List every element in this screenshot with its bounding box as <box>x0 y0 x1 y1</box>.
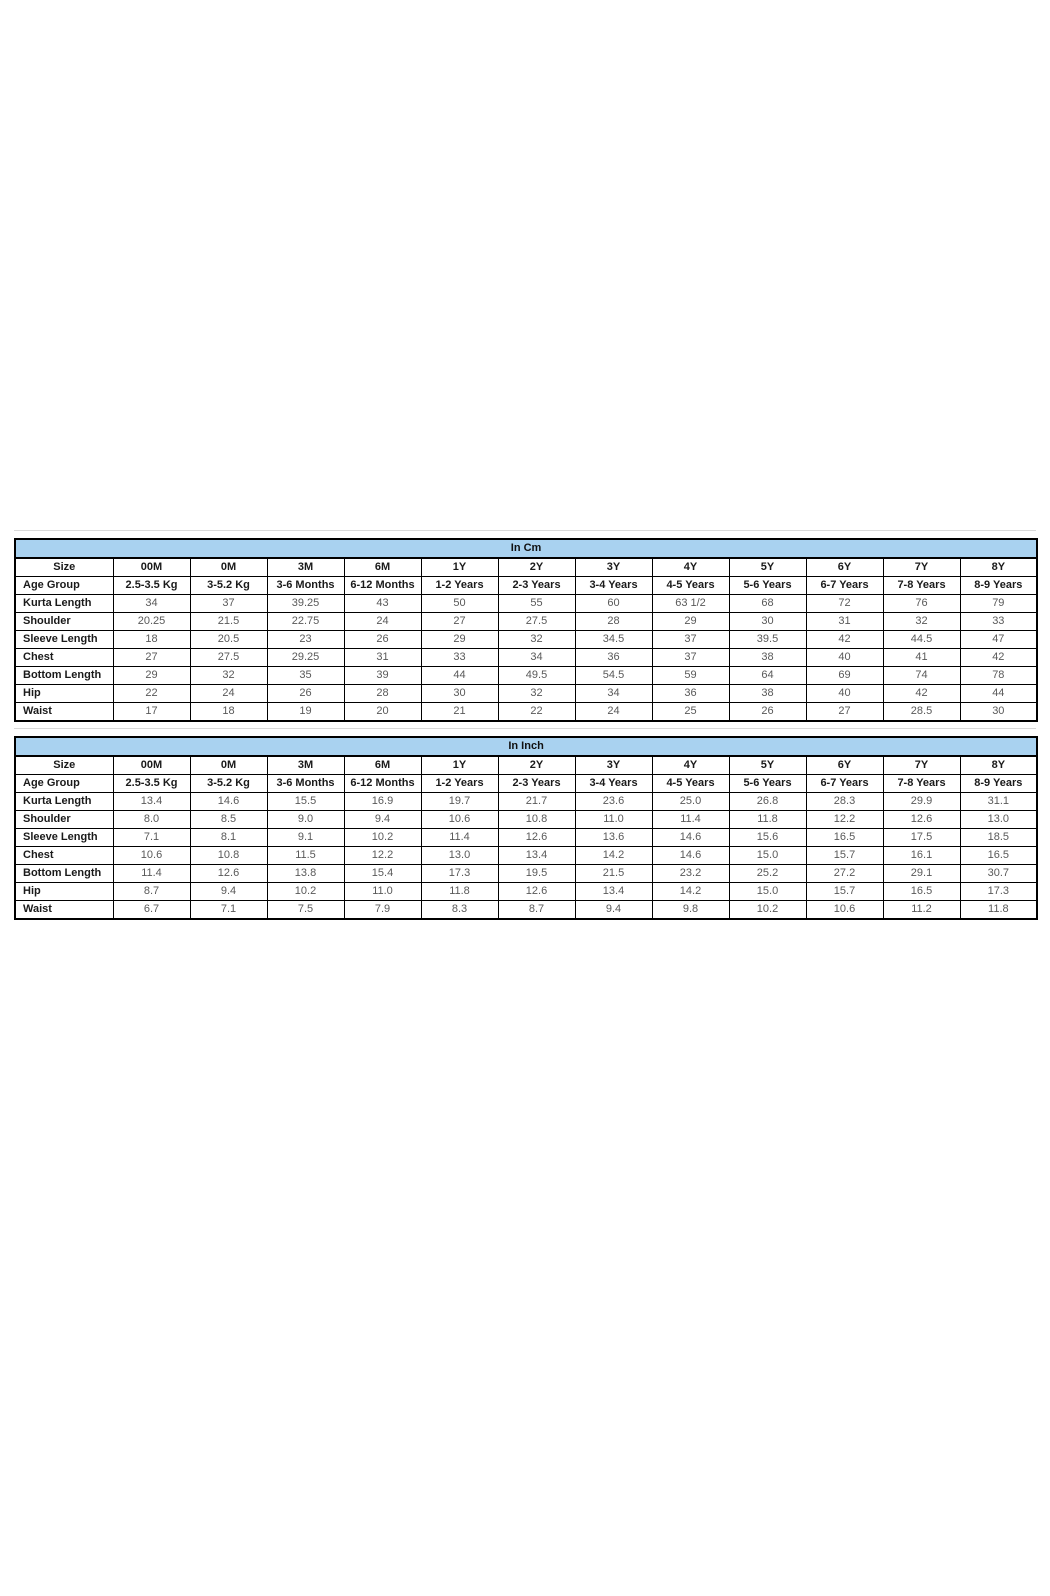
table-row <box>15 811 1037 829</box>
value-cell: 39.25 <box>267 595 344 613</box>
size-chart-cm-section <box>14 538 1036 722</box>
size-header: 0M <box>190 756 267 775</box>
row-label: Shoulder <box>15 613 113 631</box>
value-cell: 24 <box>190 685 267 703</box>
value-cell: 43 <box>344 595 421 613</box>
value-cell: 27.5 <box>498 613 575 631</box>
value-cell: 32 <box>498 685 575 703</box>
value-cell: 37 <box>652 631 729 649</box>
value-cell: 38 <box>729 649 806 667</box>
row-label: Kurta Length <box>15 595 113 613</box>
value-cell: 25 <box>652 703 729 722</box>
table-row <box>15 685 1037 703</box>
value-cell: 7.5 <box>267 901 344 920</box>
value-cell: 8.3 <box>421 901 498 920</box>
size-header: 8Y <box>960 756 1037 775</box>
value-cell: 8.7 <box>498 901 575 920</box>
value-cell: 13.6 <box>575 829 652 847</box>
value-cell: 12.6 <box>498 883 575 901</box>
row-label: Shoulder <box>15 811 113 829</box>
value-cell: 18 <box>113 631 190 649</box>
size-header: 0M <box>190 558 267 577</box>
size-header: 6M <box>344 756 421 775</box>
value-cell: 11.4 <box>421 829 498 847</box>
value-cell: 37 <box>190 595 267 613</box>
table-row <box>15 613 1037 631</box>
value-cell: 15.0 <box>729 847 806 865</box>
value-cell: 41 <box>883 649 960 667</box>
value-cell: 26 <box>267 685 344 703</box>
age-group-cell: 2.5-3.5 Kg <box>113 577 190 595</box>
age-group-cell: 6-12 Months <box>344 775 421 793</box>
value-cell: 29 <box>652 613 729 631</box>
value-cell: 11.4 <box>652 811 729 829</box>
age-group-cell: 3-6 Months <box>267 775 344 793</box>
value-cell: 18.5 <box>960 829 1037 847</box>
value-cell: 11.2 <box>883 901 960 920</box>
value-cell: 72 <box>806 595 883 613</box>
value-cell: 29 <box>421 631 498 649</box>
value-cell: 15.7 <box>806 847 883 865</box>
value-cell: 44 <box>421 667 498 685</box>
value-cell: 27 <box>806 703 883 722</box>
age-group-cell: 2-3 Years <box>498 577 575 595</box>
value-cell: 22 <box>498 703 575 722</box>
value-cell: 30.7 <box>960 865 1037 883</box>
table-row <box>15 883 1037 901</box>
age-group-cell: 3-6 Months <box>267 577 344 595</box>
value-cell: 10.2 <box>729 901 806 920</box>
value-cell: 59 <box>652 667 729 685</box>
value-cell: 10.6 <box>421 811 498 829</box>
value-cell: 27.5 <box>190 649 267 667</box>
value-cell: 7.1 <box>113 829 190 847</box>
age-group-cell: 2.5-3.5 Kg <box>113 775 190 793</box>
table-row <box>15 847 1037 865</box>
size-header: 7Y <box>883 558 960 577</box>
value-cell: 32 <box>883 613 960 631</box>
value-cell: 55 <box>498 595 575 613</box>
value-cell: 74 <box>883 667 960 685</box>
row-label: Waist <box>15 703 113 722</box>
size-header: 3Y <box>575 756 652 775</box>
value-cell: 19.5 <box>498 865 575 883</box>
value-cell: 17 <box>113 703 190 722</box>
value-cell: 11.8 <box>729 811 806 829</box>
value-cell: 40 <box>806 649 883 667</box>
value-cell: 8.5 <box>190 811 267 829</box>
age-group-cell: 5-6 Years <box>729 577 806 595</box>
value-cell: 9.1 <box>267 829 344 847</box>
age-group-cell: 5-6 Years <box>729 775 806 793</box>
spreadsheet-gridline <box>14 728 1036 729</box>
value-cell: 19 <box>267 703 344 722</box>
size-header: 4Y <box>652 756 729 775</box>
table-row <box>15 577 1037 595</box>
size-header: 3M <box>267 756 344 775</box>
value-cell: 28 <box>344 685 421 703</box>
value-cell: 15.6 <box>729 829 806 847</box>
value-cell: 10.8 <box>190 847 267 865</box>
value-cell: 10.6 <box>806 901 883 920</box>
size-header: 3Y <box>575 558 652 577</box>
table-row <box>15 775 1037 793</box>
size-header-row <box>15 558 1037 577</box>
value-cell: 32 <box>190 667 267 685</box>
row-label: Bottom Length <box>15 667 113 685</box>
value-cell: 32 <box>498 631 575 649</box>
row-label: Chest <box>15 649 113 667</box>
value-cell: 24 <box>575 703 652 722</box>
value-cell: 9.4 <box>344 811 421 829</box>
value-cell: 60 <box>575 595 652 613</box>
value-cell: 10.6 <box>113 847 190 865</box>
value-cell: 34.5 <box>575 631 652 649</box>
value-cell: 10.2 <box>344 829 421 847</box>
value-cell: 68 <box>729 595 806 613</box>
value-cell: 14.6 <box>190 793 267 811</box>
row-label: Age Group <box>15 775 113 793</box>
value-cell: 12.6 <box>883 811 960 829</box>
spreadsheet-gridline <box>14 530 1036 531</box>
value-cell: 42 <box>883 685 960 703</box>
value-cell: 16.5 <box>806 829 883 847</box>
value-cell: 21.5 <box>575 865 652 883</box>
value-cell: 11.0 <box>575 811 652 829</box>
table-title-row <box>15 737 1037 756</box>
value-cell: 31 <box>344 649 421 667</box>
age-group-cell: 7-8 Years <box>883 775 960 793</box>
age-group-cell: 3-5.2 Kg <box>190 775 267 793</box>
table-row <box>15 865 1037 883</box>
age-group-cell: 8-9 Years <box>960 775 1037 793</box>
value-cell: 11.0 <box>344 883 421 901</box>
value-cell: 17.3 <box>960 883 1037 901</box>
value-cell: 54.5 <box>575 667 652 685</box>
value-cell: 8.1 <box>190 829 267 847</box>
size-header: 1Y <box>421 756 498 775</box>
value-cell: 27 <box>113 649 190 667</box>
row-label: Waist <box>15 901 113 920</box>
value-cell: 21.5 <box>190 613 267 631</box>
value-cell: 22 <box>113 685 190 703</box>
row-label: Age Group <box>15 577 113 595</box>
value-cell: 9.4 <box>575 901 652 920</box>
value-cell: 13.0 <box>421 847 498 865</box>
size-column-header: Size <box>15 756 113 775</box>
value-cell: 26 <box>729 703 806 722</box>
value-cell: 14.2 <box>652 883 729 901</box>
size-header-row <box>15 756 1037 775</box>
value-cell: 29.9 <box>883 793 960 811</box>
value-cell: 12.6 <box>190 865 267 883</box>
value-cell: 38 <box>729 685 806 703</box>
value-cell: 30 <box>729 613 806 631</box>
value-cell: 12.2 <box>344 847 421 865</box>
value-cell: 25.0 <box>652 793 729 811</box>
value-cell: 42 <box>960 649 1037 667</box>
value-cell: 16.5 <box>883 883 960 901</box>
row-label: Bottom Length <box>15 865 113 883</box>
size-header: 2Y <box>498 558 575 577</box>
value-cell: 20.25 <box>113 613 190 631</box>
value-cell: 7.1 <box>190 901 267 920</box>
size-header: 00M <box>113 558 190 577</box>
value-cell: 19.7 <box>421 793 498 811</box>
value-cell: 33 <box>421 649 498 667</box>
value-cell: 16.1 <box>883 847 960 865</box>
value-cell: 15.5 <box>267 793 344 811</box>
value-cell: 30 <box>960 703 1037 722</box>
age-group-cell: 6-12 Months <box>344 577 421 595</box>
table-row <box>15 703 1037 722</box>
value-cell: 29.25 <box>267 649 344 667</box>
value-cell: 8.7 <box>113 883 190 901</box>
row-label: Hip <box>15 685 113 703</box>
age-group-cell: 1-2 Years <box>421 577 498 595</box>
size-header: 6M <box>344 558 421 577</box>
table-title: In Inch <box>15 737 1037 756</box>
value-cell: 44.5 <box>883 631 960 649</box>
table-row <box>15 595 1037 613</box>
value-cell: 22.75 <box>267 613 344 631</box>
size-header: 5Y <box>729 558 806 577</box>
table-row <box>15 829 1037 847</box>
value-cell: 14.6 <box>652 847 729 865</box>
size-chart-inch-section <box>14 736 1036 920</box>
value-cell: 15.4 <box>344 865 421 883</box>
value-cell: 69 <box>806 667 883 685</box>
value-cell: 12.2 <box>806 811 883 829</box>
value-cell: 9.4 <box>190 883 267 901</box>
table-row <box>15 793 1037 811</box>
value-cell: 8.0 <box>113 811 190 829</box>
value-cell: 15.7 <box>806 883 883 901</box>
value-cell: 36 <box>652 685 729 703</box>
value-cell: 23.6 <box>575 793 652 811</box>
value-cell: 11.8 <box>960 901 1037 920</box>
table-title-row <box>15 539 1037 558</box>
age-group-cell: 6-7 Years <box>806 577 883 595</box>
value-cell: 11.4 <box>113 865 190 883</box>
value-cell: 79 <box>960 595 1037 613</box>
value-cell: 33 <box>960 613 1037 631</box>
age-group-cell: 3-4 Years <box>575 775 652 793</box>
value-cell: 39.5 <box>729 631 806 649</box>
size-table-inch <box>14 736 1038 920</box>
value-cell: 34 <box>113 595 190 613</box>
value-cell: 24 <box>344 613 421 631</box>
value-cell: 39 <box>344 667 421 685</box>
age-group-cell: 3-5.2 Kg <box>190 577 267 595</box>
value-cell: 21.7 <box>498 793 575 811</box>
size-header: 8Y <box>960 558 1037 577</box>
size-header: 6Y <box>806 756 883 775</box>
value-cell: 9.8 <box>652 901 729 920</box>
age-group-cell: 8-9 Years <box>960 577 1037 595</box>
value-cell: 30 <box>421 685 498 703</box>
row-label: Sleeve Length <box>15 631 113 649</box>
value-cell: 49.5 <box>498 667 575 685</box>
value-cell: 28.5 <box>883 703 960 722</box>
value-cell: 78 <box>960 667 1037 685</box>
size-header: 1Y <box>421 558 498 577</box>
value-cell: 42 <box>806 631 883 649</box>
value-cell: 11.8 <box>421 883 498 901</box>
value-cell: 40 <box>806 685 883 703</box>
age-group-cell: 6-7 Years <box>806 775 883 793</box>
value-cell: 31.1 <box>960 793 1037 811</box>
row-label: Sleeve Length <box>15 829 113 847</box>
value-cell: 34 <box>575 685 652 703</box>
table-row <box>15 631 1037 649</box>
size-column-header: Size <box>15 558 113 577</box>
size-header: 5Y <box>729 756 806 775</box>
row-label: Hip <box>15 883 113 901</box>
size-header: 4Y <box>652 558 729 577</box>
value-cell: 21 <box>421 703 498 722</box>
age-group-cell: 4-5 Years <box>652 577 729 595</box>
size-header: 3M <box>267 558 344 577</box>
value-cell: 17.5 <box>883 829 960 847</box>
age-group-cell: 2-3 Years <box>498 775 575 793</box>
age-group-cell: 4-5 Years <box>652 775 729 793</box>
age-group-cell: 3-4 Years <box>575 577 652 595</box>
value-cell: 16.9 <box>344 793 421 811</box>
value-cell: 31 <box>806 613 883 631</box>
value-cell: 14.2 <box>575 847 652 865</box>
value-cell: 9.0 <box>267 811 344 829</box>
value-cell: 23.2 <box>652 865 729 883</box>
table-title: In Cm <box>15 539 1037 558</box>
value-cell: 28.3 <box>806 793 883 811</box>
value-cell: 14.6 <box>652 829 729 847</box>
value-cell: 27.2 <box>806 865 883 883</box>
size-header: 2Y <box>498 756 575 775</box>
age-group-cell: 7-8 Years <box>883 577 960 595</box>
value-cell: 11.5 <box>267 847 344 865</box>
value-cell: 26.8 <box>729 793 806 811</box>
value-cell: 13.4 <box>498 847 575 865</box>
table-row <box>15 649 1037 667</box>
size-header: 00M <box>113 756 190 775</box>
value-cell: 18 <box>190 703 267 722</box>
value-cell: 50 <box>421 595 498 613</box>
value-cell: 37 <box>652 649 729 667</box>
value-cell: 16.5 <box>960 847 1037 865</box>
value-cell: 34 <box>498 649 575 667</box>
value-cell: 29 <box>113 667 190 685</box>
value-cell: 36 <box>575 649 652 667</box>
value-cell: 10.8 <box>498 811 575 829</box>
value-cell: 26 <box>344 631 421 649</box>
value-cell: 29.1 <box>883 865 960 883</box>
value-cell: 13.4 <box>575 883 652 901</box>
row-label: Kurta Length <box>15 793 113 811</box>
value-cell: 23 <box>267 631 344 649</box>
size-table-cm <box>14 538 1038 722</box>
value-cell: 20 <box>344 703 421 722</box>
value-cell: 63 1/2 <box>652 595 729 613</box>
value-cell: 47 <box>960 631 1037 649</box>
value-cell: 15.0 <box>729 883 806 901</box>
value-cell: 20.5 <box>190 631 267 649</box>
value-cell: 13.0 <box>960 811 1037 829</box>
value-cell: 17.3 <box>421 865 498 883</box>
value-cell: 44 <box>960 685 1037 703</box>
value-cell: 13.4 <box>113 793 190 811</box>
value-cell: 25.2 <box>729 865 806 883</box>
value-cell: 6.7 <box>113 901 190 920</box>
age-group-cell: 1-2 Years <box>421 775 498 793</box>
size-header: 7Y <box>883 756 960 775</box>
table-row <box>15 901 1037 920</box>
value-cell: 28 <box>575 613 652 631</box>
value-cell: 64 <box>729 667 806 685</box>
value-cell: 35 <box>267 667 344 685</box>
row-label: Chest <box>15 847 113 865</box>
value-cell: 13.8 <box>267 865 344 883</box>
value-cell: 10.2 <box>267 883 344 901</box>
table-row <box>15 667 1037 685</box>
value-cell: 27 <box>421 613 498 631</box>
size-header: 6Y <box>806 558 883 577</box>
value-cell: 12.6 <box>498 829 575 847</box>
value-cell: 7.9 <box>344 901 421 920</box>
value-cell: 76 <box>883 595 960 613</box>
